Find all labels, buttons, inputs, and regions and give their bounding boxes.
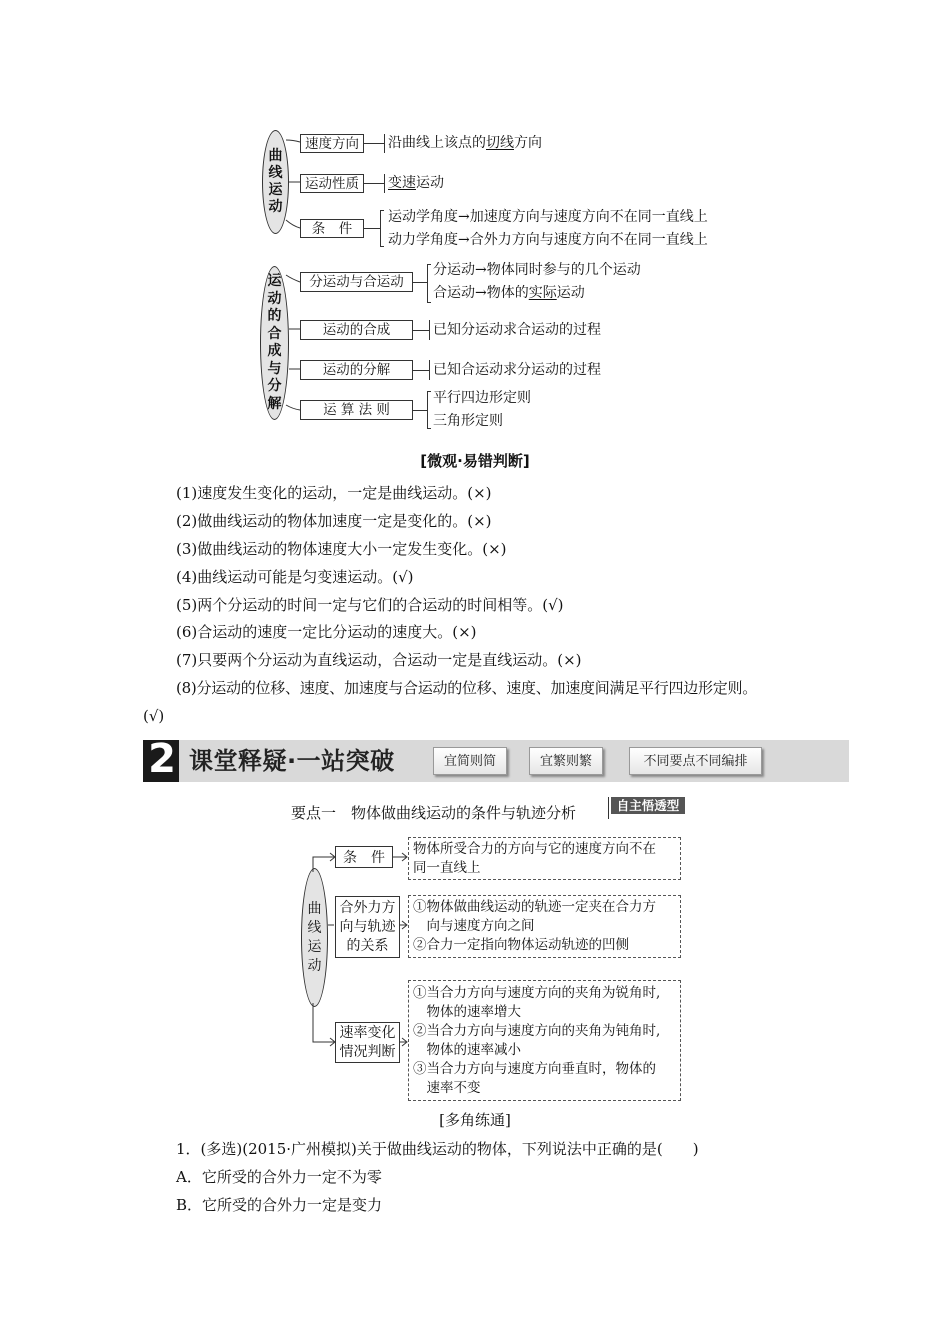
map2-synthesis-text: 已知分运动求合运动的过程 — [433, 322, 601, 338]
section-title: 课堂释疑·一站突破 — [189, 747, 395, 775]
map3-force-line: ②合力一定指向物体运动轨迹的凹侧 — [413, 937, 629, 953]
map3-label-force-trajectory — [335, 896, 400, 958]
map2-component-line-2: 合运动→物体的实际运动 — [433, 285, 585, 301]
map3-label-line: 速率变化 — [339, 1025, 396, 1041]
judgment-item: (4)曲线运动可能是匀变速运动。(√) — [176, 568, 414, 586]
map1-text-1-underlined: 切线 — [486, 135, 514, 151]
judgment-item: (5)两个分运动的时间一定与它们的合运动的时间相等。(√) — [176, 596, 564, 614]
map3-label-line: 的关系 — [346, 938, 389, 954]
map1-label-motion-nature: 运动性质 — [300, 174, 364, 193]
map3-label-line: 向与轨迹 — [339, 919, 396, 935]
map2-oval-label: 运动的合成与分解 — [267, 273, 282, 412]
map3-speed-line: ③当合力方向与速度方向垂直时，物体的 — [413, 1061, 656, 1077]
map3-label-condition-text: 条 件 — [343, 850, 385, 866]
map1-text-2: 变速运动 — [388, 175, 444, 191]
question-option: A．它所受的合外力一定不为零 — [176, 1168, 382, 1186]
question-stem: 1．(多选)(2015·广州模拟)关于做曲线运动的物体，下列说法中正确的是( ) — [176, 1140, 699, 1158]
judgment-item: (6)合运动的速度一定比分运动的速度大。(×) — [176, 623, 477, 641]
judgment-item-continued: (√) — [143, 707, 165, 725]
tag-button-varied: 不同要点不同编排 — [629, 747, 762, 775]
judgment-item: (1)速度发生变化的运动，一定是曲线运动。(×) — [176, 484, 492, 502]
judgment-item: (7)只要两个分运动为直线运动，合运动一定是直线运动。(×) — [176, 651, 582, 669]
map3-force-line: ①物体做曲线运动的轨迹一定夹在合力方 — [413, 899, 656, 915]
map3-speed-line: 物体的速率减小 — [413, 1042, 521, 1058]
map1-oval-label: 曲线运动 — [268, 148, 283, 215]
question-option: B．它所受的合外力一定是变力 — [176, 1196, 383, 1214]
tag-button-complex: 宜繁则繁 — [529, 747, 603, 775]
judge-title: [微观·易错判断] — [420, 452, 530, 470]
map2-label-rules: 运 算 法 则 — [300, 400, 413, 420]
map3-condition-line: 物体所受合力的方向与它的速度方向不在 — [413, 841, 656, 857]
practice-title: [多角练通] — [439, 1111, 511, 1129]
map3-speed-line: 速率不变 — [413, 1080, 481, 1096]
map1-condition-line-2: 动力学角度→合外力方向与速度方向不在同一直线上 — [388, 232, 708, 248]
map3-label-speed-change — [335, 1022, 400, 1063]
map3-label-condition — [335, 846, 393, 868]
map2-rules-line-2: 三角形定则 — [433, 413, 503, 429]
judgment-item: (3)做曲线运动的物体速度大小一定发生变化。(×) — [176, 540, 507, 558]
map1-text-2-underlined: 变速 — [388, 175, 416, 191]
map1-condition-line-1: 运动学角度→加速度方向与速度方向不在同一直线上 — [388, 209, 708, 225]
keypoint-title: 要点一 物体做曲线运动的条件与轨迹分析 — [291, 804, 577, 822]
map2-rules-line-1: 平行四边形定则 — [433, 390, 531, 406]
judgment-item: (2)做曲线运动的物体加速度一定是变化的。(×) — [176, 512, 492, 530]
map3-speed-line: 物体的速率增大 — [413, 1004, 521, 1020]
map3-condition-panel — [408, 837, 681, 880]
map3-speed-line: ①当合力方向与速度方向的夹角为锐角时, — [413, 985, 661, 1001]
map3-label-line: 情况判断 — [339, 1044, 396, 1060]
keypoint-tag: 自主悟透型 — [611, 797, 685, 814]
map3-label-line: 合外力方 — [339, 900, 396, 916]
map3-oval-label: 曲线运动 — [307, 900, 322, 974]
map2-label-decomposition: 运动的分解 — [300, 360, 413, 380]
map2-decomposition-text: 已知合运动求分运动的过程 — [433, 362, 601, 378]
map1-label-velocity-direction: 速度方向 — [300, 134, 364, 153]
map3-speed-panel — [408, 980, 681, 1101]
map1-text-1: 沿曲线上该点的切线方向 — [388, 135, 542, 151]
map1-label-condition: 条 件 — [300, 219, 364, 238]
map2-label-synthesis: 运动的合成 — [300, 320, 413, 340]
map3-force-panel — [408, 895, 681, 958]
map2-component-line-1: 分运动→物体同时参与的几个运动 — [433, 262, 641, 278]
map2-label-component: 分运动与合运动 — [300, 272, 413, 292]
map3-condition-line: 同一直线上 — [413, 860, 481, 876]
map3-force-line: 向与速度方向之间 — [413, 918, 535, 934]
judgment-item: (8)分运动的位移、速度、加速度与合运动的位移、速度、加速度间满足平行四边形定则。 — [176, 679, 758, 697]
section-number: 2 — [148, 736, 176, 782]
tag-button-simple: 宜简则简 — [433, 747, 507, 775]
map3-speed-line: ②当合力方向与速度方向的夹角为钝角时, — [413, 1023, 661, 1039]
